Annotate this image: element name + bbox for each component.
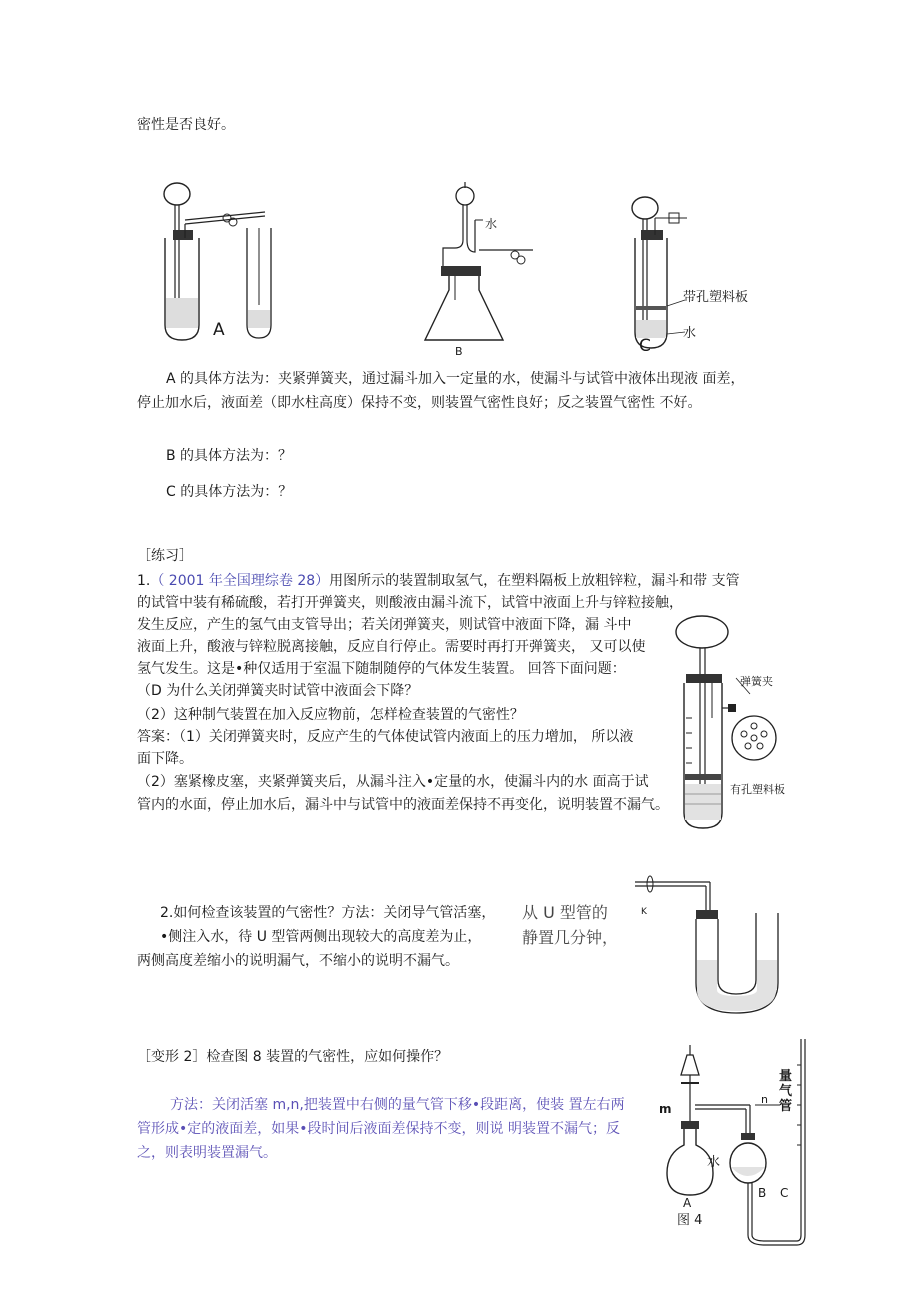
method-a-line1: A 的具体方法为：夹紧弹簧夹，通过漏斗加入一定量的水，使漏斗与试管中液体出现液 面差， <box>166 371 745 387</box>
answer1-line2: 面下降。 <box>137 751 193 767</box>
q2-line2: •侧注入水，待 U 型管两侧出现较大的高度差为止， <box>160 929 482 945</box>
q1-line2: 的试管中装有稀硫酸，若打开弹簧夹，则酸液由漏斗流下，试管中液面上升与锌粒接触， <box>137 595 683 611</box>
figure-c <box>625 180 775 355</box>
figure-gas-m: m <box>659 1102 672 1116</box>
figure-gas-n: n <box>761 1093 768 1106</box>
q1-line1 <box>137 571 740 591</box>
figure-gas-a: A <box>683 1196 692 1210</box>
variant-method-line2: 管形成•定的液面差，如果•段时间后液面差保持不变，则说 明装置不漏气；反 <box>137 1121 620 1137</box>
figure-u-tube-k: K <box>641 907 647 917</box>
figure-gas-tube-label: 量气管 <box>779 1069 793 1114</box>
method-a-line2: 停止加水后，液面差（即水柱高度）保持不变，则装置气密性良好；反之装置气密性 不好。 <box>137 395 702 411</box>
figure-gas-caption: 图 4 <box>677 1213 703 1228</box>
q1-line3: 发生反应，产生的氢气由支管导出；若关闭弹簧夹，则试管中液面下降，漏 斗中 <box>137 617 632 633</box>
figure-c-label: C <box>639 336 651 356</box>
figure-a <box>155 180 285 345</box>
figure-b-water: 水 <box>485 217 498 231</box>
variant-method-line1: 方法：关闭活塞 m,n,把装置中右侧的量气管下移•段距离，使装 置左右两 <box>170 1097 625 1113</box>
figure-c-water: 水 <box>683 326 697 341</box>
figure-b-label: B <box>455 345 463 358</box>
figure-gas-burette <box>655 1035 815 1250</box>
figure-gas-b: B <box>758 1186 767 1200</box>
figure-hydrogen-apparatus <box>672 608 802 833</box>
variant-heading: ［变形 2］检查图 8 装置的气密性，应如何操作？ <box>137 1049 449 1065</box>
q2-line1: 2.如何检查该装置的气密性？方法：关闭导气管活塞， <box>160 905 496 921</box>
figure-hydrogen-plate: 有孔塑料板 <box>730 783 785 796</box>
figure-gas-c: C <box>780 1186 789 1200</box>
q1-line5: 氢气发生。这是•种仅适用于室温下随制随停的气体发生装置。 回答下面问题： <box>137 661 626 677</box>
method-c: C 的具体方法为：？ <box>166 484 293 500</box>
intro-text: 密性是否良好。 <box>137 117 235 133</box>
figure-a-label: A <box>213 320 225 340</box>
q2-note-line1: 从 U 型管的 <box>522 903 608 922</box>
q1-line4: 液面上升，酸液与锌粒脱离接触，反应自行停止。需要时再打开弹簧夹， 又可以使 <box>137 639 646 655</box>
q1-sub2: （2）这种制气装置在加入反应物前，怎样检查装置的气密性？ <box>137 707 524 723</box>
variant-method-line3: 之，则表明装置漏气。 <box>137 1145 277 1161</box>
figure-hydrogen-clip: 弹簧夹 <box>740 675 773 688</box>
answer2-line2: 管内的水面，停止加水后，漏斗中与试管中的液面差保持不再变化，说明装置不漏气。 <box>137 797 669 813</box>
figure-c-plate: 带孔塑料板 <box>683 290 749 305</box>
q2-line3: 两侧高度差缩小的说明漏气，不缩小的说明不漏气。 <box>137 953 459 969</box>
answer2-line1: （2）塞紧橡皮塞，夹紧弹簧夹后，从漏斗注入•定量的水，使漏斗内的水 面高于试 <box>137 774 649 790</box>
method-b: B 的具体方法为：？ <box>166 448 293 464</box>
q1-sub1: （D 为什么关闭弹簧夹时试管中液面会下降？ <box>137 683 419 699</box>
q1-number: 1. <box>137 573 151 589</box>
figure-u-tube <box>630 868 800 1018</box>
q1-line1-rest: 用图所示的装置制取氢气，在塑料隔板上放粗锌粒，漏斗和带 支管 <box>329 573 740 589</box>
answer1-line1: 答案：（1）关闭弹簧夹时，反应产生的气体使试管内液面上的压力增加， 所以液 <box>137 729 634 745</box>
q2-note-line2: 静置几分钟， <box>522 928 619 947</box>
practice-heading: ［练习］ <box>137 548 193 564</box>
q1-source: （ 2001 年全国理综卷 28） <box>150 573 330 589</box>
figure-b <box>403 180 548 360</box>
figure-gas-water: 水 <box>707 1155 721 1170</box>
